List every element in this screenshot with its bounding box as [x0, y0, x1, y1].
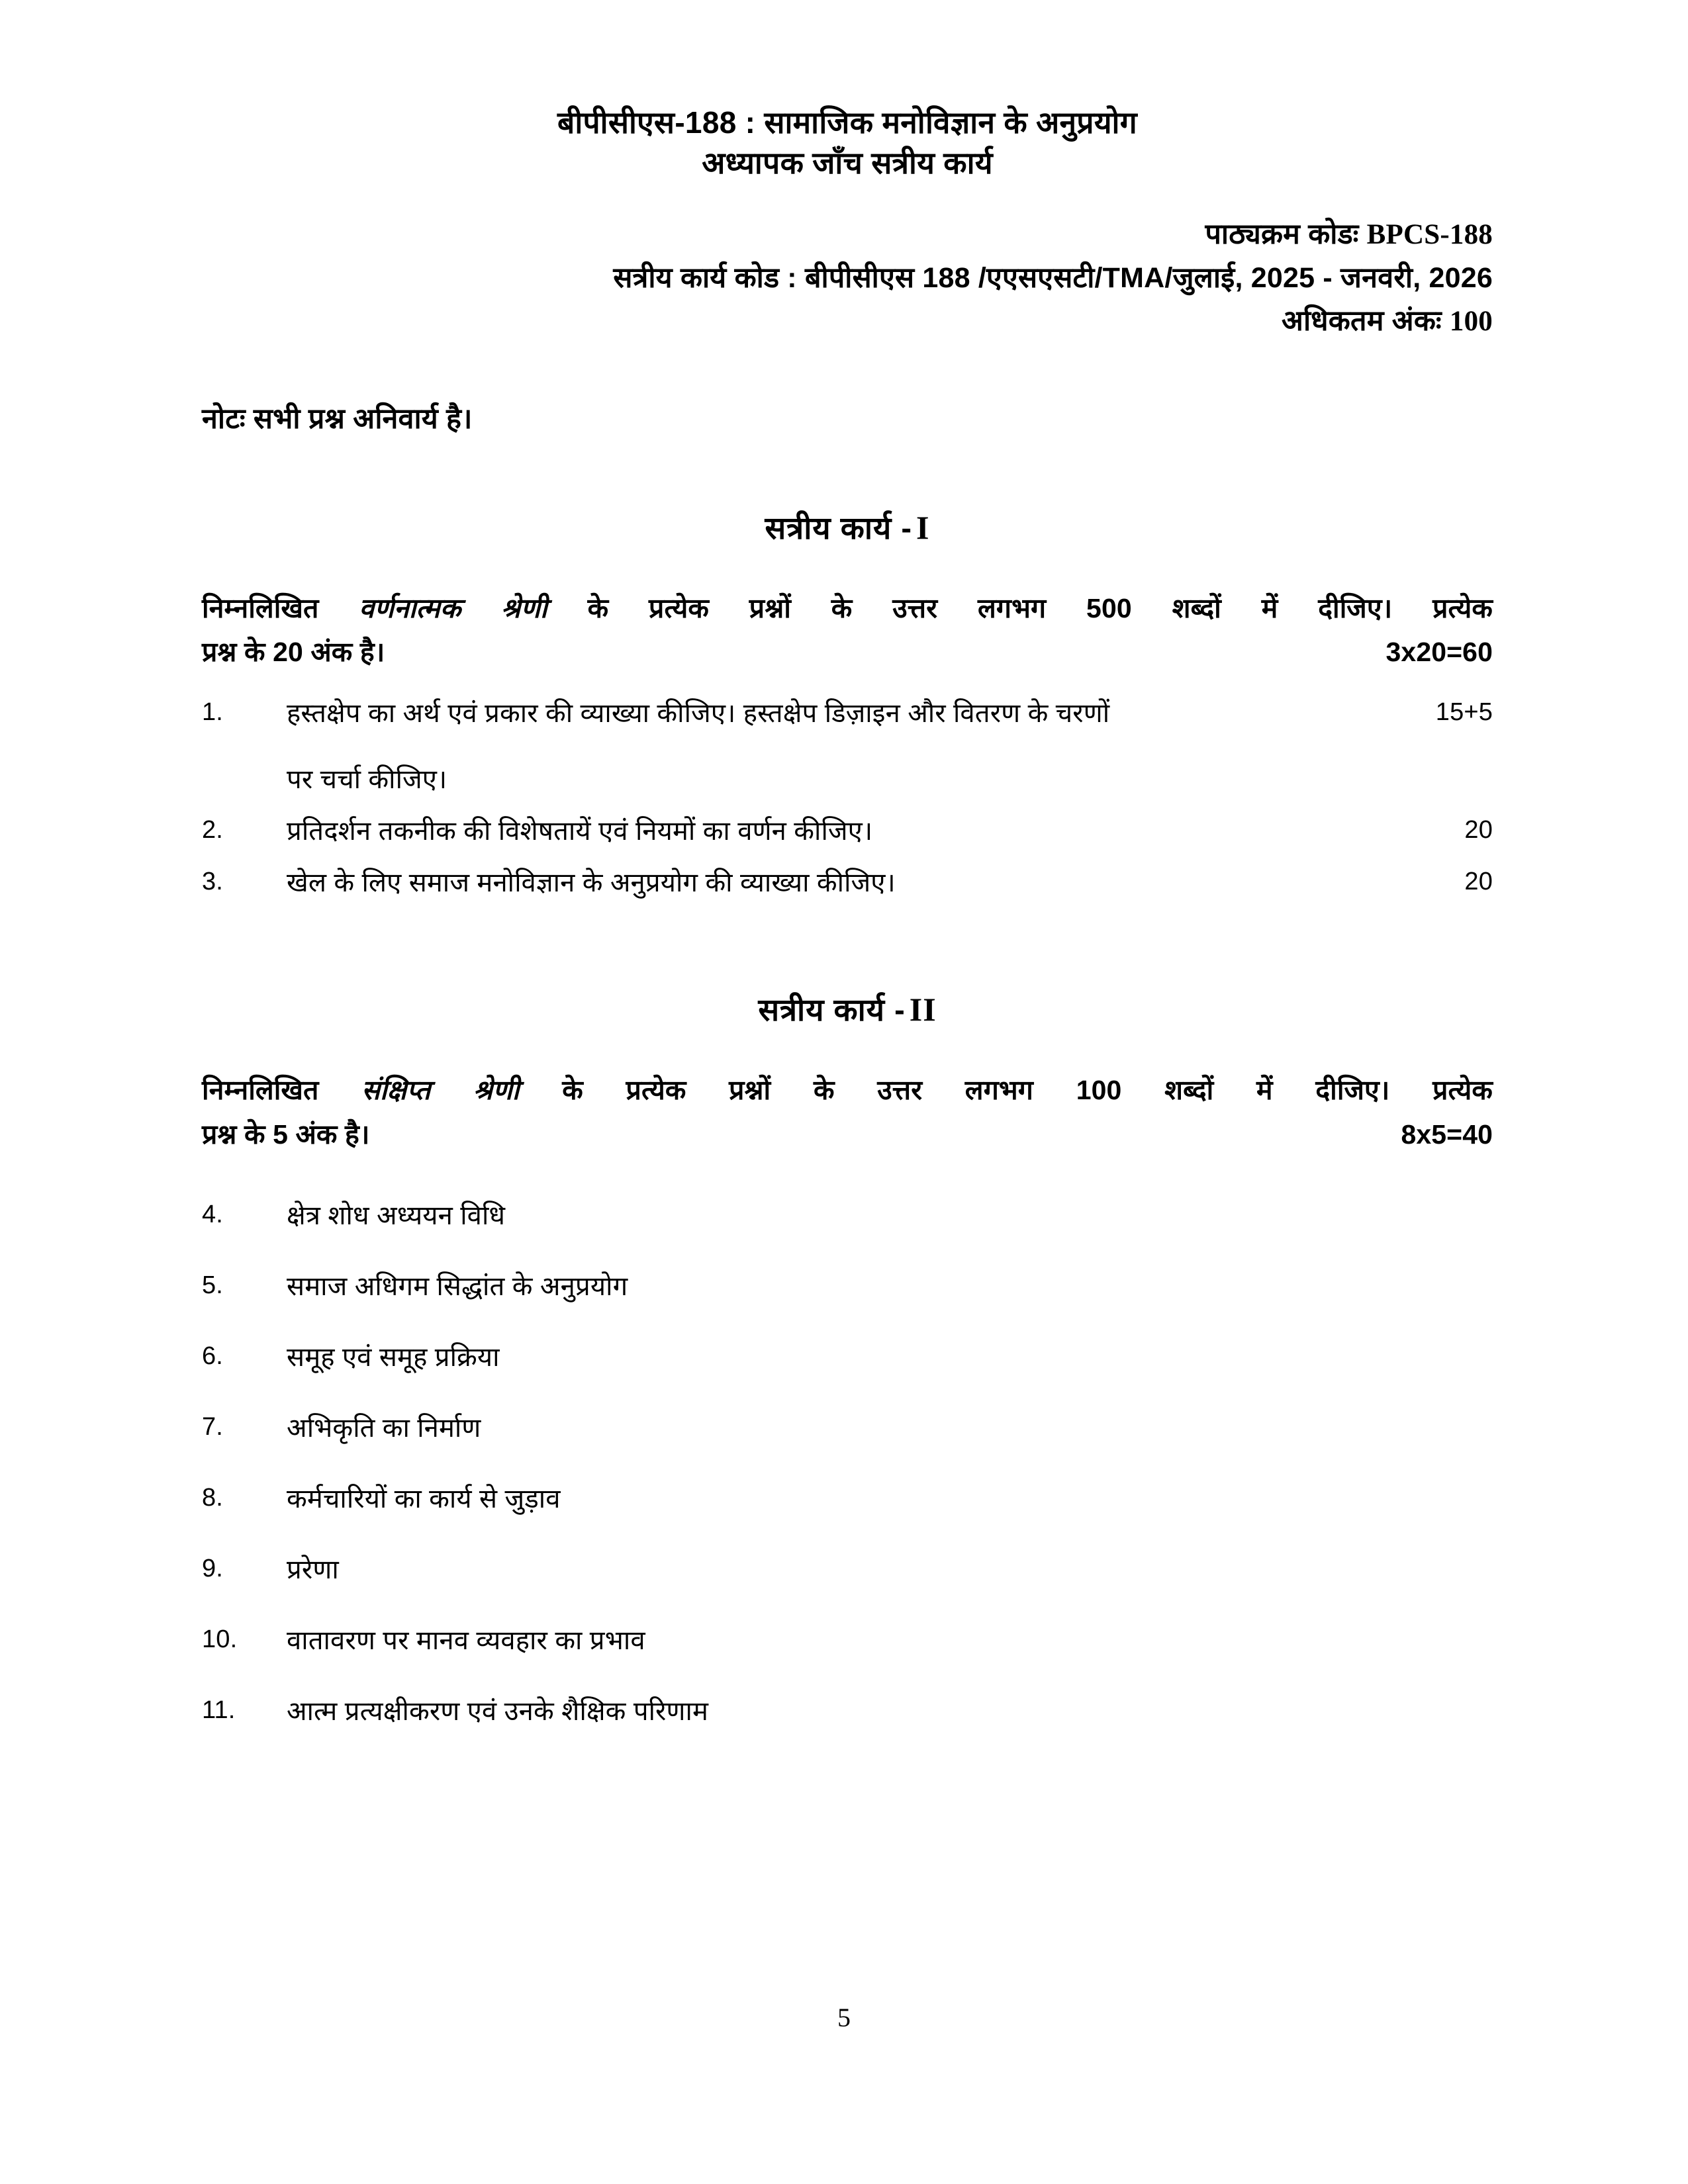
question-item	[202, 696, 1493, 797]
question-text: क्षेत्र शोध अध्ययन विधि	[287, 1201, 506, 1231]
question-item	[202, 1694, 1493, 1729]
assignment-2-instruction-emphasis: संक्षिप्त श्रेणी	[361, 1075, 520, 1106]
course-code-label: पाठ्यक्रम कोडः	[1205, 218, 1359, 251]
document-meta-block	[202, 213, 1493, 343]
question-number: 5.	[202, 1271, 223, 1300]
question-text: वातावरण पर मानव व्यवहार का प्रभाव	[287, 1626, 645, 1656]
assignment-1-instruction	[202, 586, 1493, 674]
question-number: 7.	[202, 1413, 223, 1441]
question-item	[202, 1269, 1493, 1304]
question-number: 10.	[202, 1625, 238, 1654]
question-number: 8.	[202, 1484, 223, 1512]
question-text	[287, 866, 1393, 900]
question-text-line-1: हस्तक्षेप का अर्थ एवं प्रकार की व्याख्या कीजिए। हस्तक्षेप डिज़ाइन और वितरण के चरणों	[287, 699, 1110, 729]
assignment-code-line: सत्रीय कार्य कोड : बीपीसीएस 188 /एएसएसटी/TMA/जुलाई, 2025 - जनवरी, 2026	[613, 261, 1493, 294]
question-text: समूह एवं समूह प्रक्रिया	[287, 1343, 500, 1373]
question-item	[202, 866, 1493, 900]
maximum-marks-line	[202, 300, 1493, 343]
question-marks: 20	[1464, 816, 1493, 844]
question-number: 3.	[202, 868, 223, 896]
assignment-2-instruction-line-2: प्रश्न के 5 अंक है।	[202, 1118, 370, 1150]
question-text-line-2: पर चर्चा कीजिए।	[287, 765, 447, 795]
assignment-2-instruction-part-1: निम्नलिखित	[202, 1075, 319, 1106]
question-item	[202, 1199, 1493, 1233]
question-text-line-1: प्रतिदर्शन तकनीक की विशेषतायें एवं नियमों का वर्णन कीजिए।	[287, 817, 873, 846]
page-title-line-1: बीपीसीएस-188 : सामाजिक मनोविज्ञान के अनुप्रयोग	[557, 105, 1137, 140]
question-text: कर्मचारियों का कार्य से जुड़ाव	[287, 1484, 561, 1514]
question-text-line-1: खेल के लिए समाज मनोविज्ञान के अनुप्रयोग की व्याख्या कीजिए।	[287, 868, 896, 898]
assignment-1-marks-total: 3x20=60	[1385, 636, 1493, 667]
question-text: अभिकृति का निर्माण	[287, 1414, 481, 1443]
question-text	[287, 814, 1393, 848]
question-number: 9.	[202, 1555, 223, 1583]
assignment-1-heading-roman: I	[915, 508, 930, 546]
assignment-2-heading-text: सत्रीय कार्य -	[758, 992, 906, 1028]
note-line: नोटः सभी प्रश्न अनिवार्य है।	[202, 402, 473, 435]
question-number: 6.	[202, 1342, 223, 1371]
maximum-marks-value: 100	[1449, 306, 1493, 338]
course-code-value: BPCS-188	[1366, 219, 1493, 251]
question-item	[202, 1411, 1493, 1445]
question-item	[202, 1482, 1493, 1516]
assignment-1-instruction-part-2: के प्रत्येक प्रश्नों के उत्तर लगभग 500 शब्दों में दीजिए। प्रत्येक	[587, 592, 1493, 623]
question-marks: 15+5	[1435, 698, 1493, 727]
assignment-1-instruction-line-2: प्रश्न के 20 अंक है।	[202, 636, 385, 667]
document-title-block	[202, 0, 1493, 183]
assignment-1-instruction-row-1	[202, 586, 1493, 630]
question-marks: 20	[1464, 868, 1493, 896]
assignment-2-instruction	[202, 1068, 1493, 1156]
assignment-2-heading-roman: II	[909, 991, 937, 1028]
maximum-marks-label: अधिकतम अंकः	[1281, 305, 1442, 338]
assignment-2-question-list	[202, 1199, 1493, 1729]
question-text: आत्म प्रत्यक्षीकरण एवं उनके शैक्षिक परिणाम	[287, 1697, 709, 1727]
question-number: 2.	[202, 816, 223, 844]
assignment-2-instruction-row-1	[202, 1068, 1493, 1112]
question-item	[202, 814, 1493, 848]
question-number: 4.	[202, 1201, 223, 1229]
question-item	[202, 1340, 1493, 1375]
assignment-2-instruction-part-2: के प्रत्येक प्रश्नों के उत्तर लगभग 100 शब्दों में दीजिए। प्रत्येक	[562, 1075, 1493, 1106]
question-number: 11.	[202, 1696, 236, 1725]
page-title-line-2: अध्यापक जाँच सत्रीय कार्य	[702, 145, 993, 180]
assignment-1-instruction-emphasis: वर्णनात्मक श्रेणी	[359, 592, 547, 623]
question-item	[202, 1553, 1493, 1587]
question-text: समाज अधिगम सिद्धांत के अनुप्रयोग	[287, 1272, 628, 1302]
assignment-1-instruction-part-1: निम्नलिखित	[202, 592, 319, 623]
document-content	[202, 0, 1493, 1729]
assignment-1-heading-text: सत्रीय कार्य -	[765, 510, 912, 545]
assignment-1-question-list	[202, 696, 1493, 900]
question-item	[202, 1623, 1493, 1658]
assignment-2-instruction-row-2	[202, 1113, 1493, 1156]
question-text: प्ररेणा	[287, 1555, 339, 1585]
question-number: 1.	[202, 698, 223, 727]
course-code-line	[202, 213, 1493, 256]
page-number: 5	[837, 2003, 851, 2032]
assignment-1-heading	[202, 506, 1493, 548]
assignment-2-heading	[202, 987, 1493, 1030]
question-text	[287, 696, 1393, 797]
assignment-2-marks-total: 8x5=40	[1401, 1118, 1493, 1150]
assignment-1-instruction-row-2	[202, 630, 1493, 674]
